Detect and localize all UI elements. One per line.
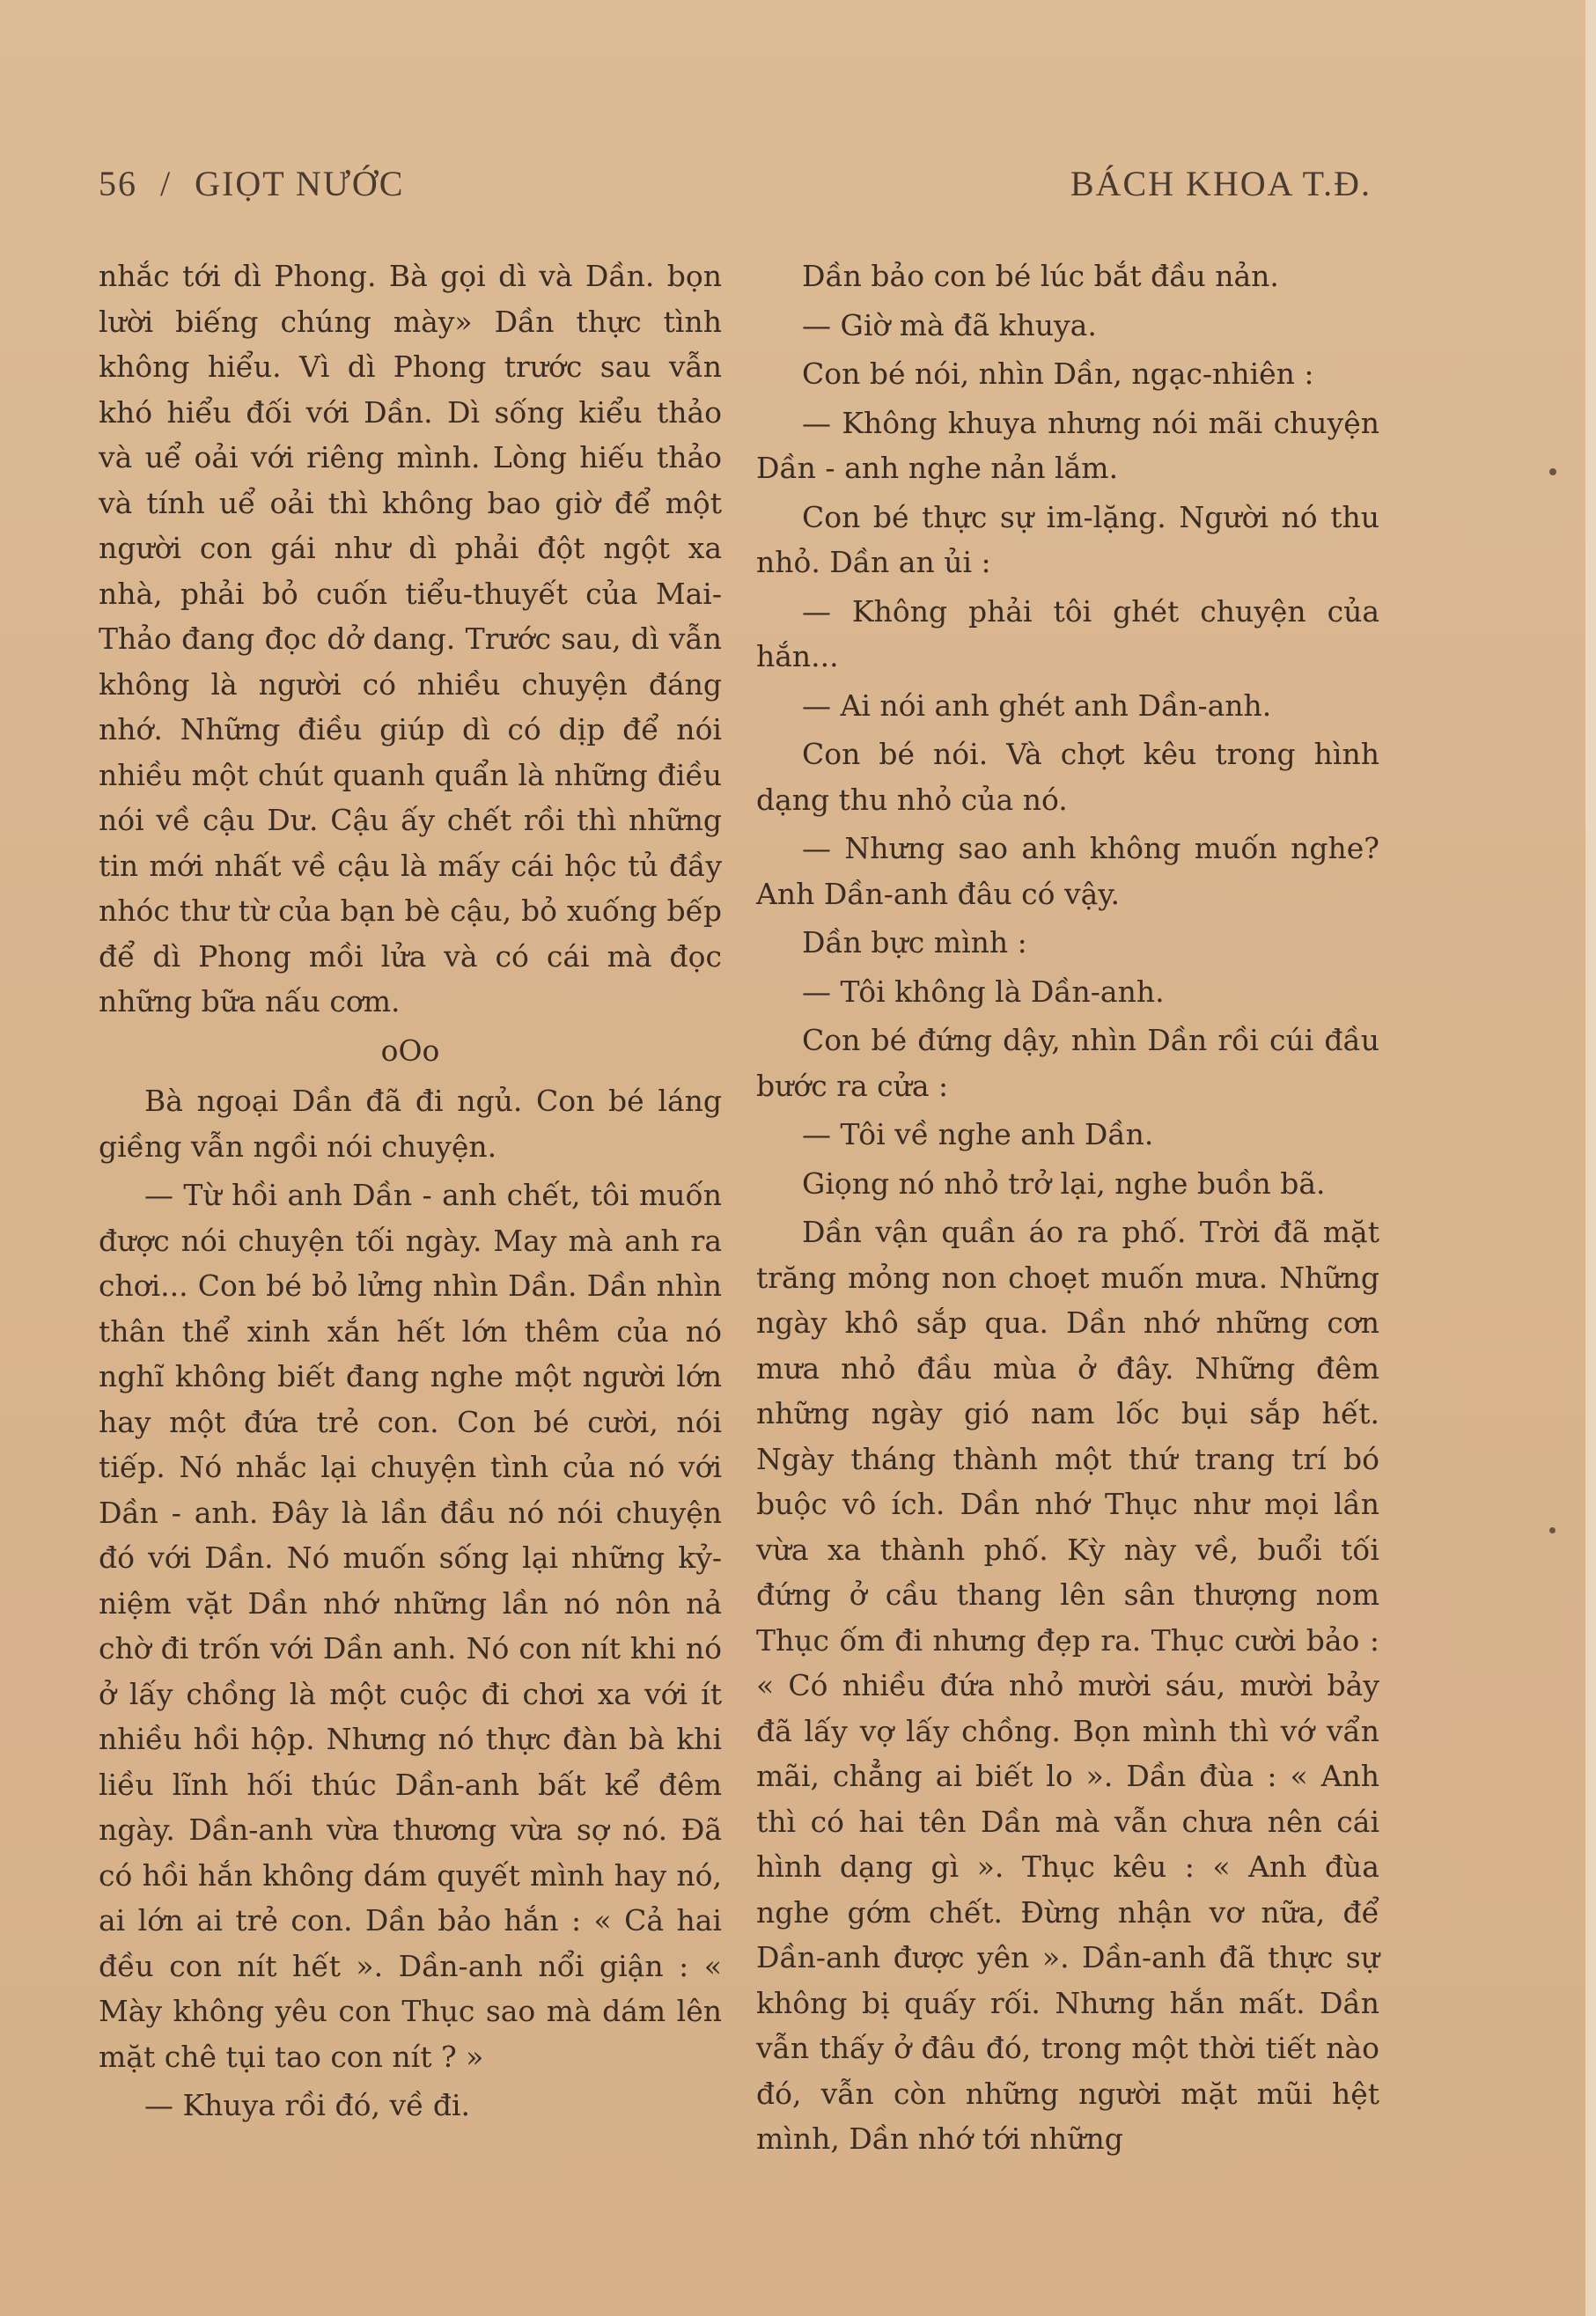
paragraph: Con bé nói, nhìn Dần, ngạc-nhiên : bbox=[802, 357, 1314, 391]
paragraph: Dần bực mình : bbox=[802, 925, 1027, 959]
paragraph: Con bé nói. Và chợt kêu trong hình dạng thu nhỏ của nó. bbox=[756, 737, 1379, 817]
page-header bbox=[99, 157, 1372, 210]
paragraph: Con bé đứng dậy, nhìn Dần rồi cúi đầu bước ra cửa : bbox=[756, 1023, 1379, 1103]
paragraph: — Tôi không là Dần-anh. bbox=[802, 974, 1165, 1009]
right-column bbox=[756, 254, 1379, 2208]
paragraph: — Ai nói anh ghét anh Dần-anh. bbox=[802, 687, 1272, 723]
paragraph: Dần vận quần áo ra phố. Trời đã mặt trăng mỏng non choẹt muốn mưa. Những ngày khô sắp qua. Dần nhớ những cơn mưa nhỏ đầu mùa ở đây. Những đêm những ngày gió nam lốc bụi sắp hết. Ngày tháng thành một thứ trang trí bó buộc vô ích. Dần nhớ Thục như mọi lần vừa xa thành phố. Kỳ này về, buổi tối đứng ở cầu thang lên sân thượng nom Thục ốm đi nhưng đẹp ra. Thục cười bảo : « Có nhiều đứa nhỏ mười sáu, mười bảy đã lấy vợ lấy chồng. Bọn mình thì vớ vẩn mãi, chẳng ai biết lo ». Dần đùa : « Anh thì có hai tên Dần mà vẫn chưa nên cái hình dạng gì ». Thục kêu : « Anh đùa nghe gớm chết. Đừng nhận vơ nữa, để Dần-anh được yên ». Dần-anh đã thực sự không bị quấy rối. Nhưng hắn mất. Dần vẫn thấy ở đâu đó, trong một thời tiết nào đó, vẫn còn những người mặt mũi hệt mình, Dần nhớ tới những bbox=[756, 1215, 1379, 2156]
paragraph: nhắc tới dì Phong. Bà gọi dì và Dần. bọn lười biếng chúng mày» Dần thực tình không hiểu. Vì dì Phong trước sau vẫn khó hiểu đối với Dần. Dì sống kiểu thảo và uể oải với riêng mình. Lòng hiếu thảo và tính uể oải thì không bao giờ để một người con gái như dì phải đột ngột xa nhà, phải bỏ cuốn tiểu-thuyết của Mai-Thảo đang đọc dở dang. Trước sau, dì vẫn không là người có nhiều chuyện đáng nhớ. Những điều giúp dì có dịp để nói nhiều một chút quanh quẩn là những điều nói về cậu Dư. Cậu ấy chết rồi thì những tin mới nhất về cậu là mấy cái hộc tủ đầy nhóc thư từ của bạn bè cậu, bỏ xuống bếp để dì Phong mồi lửa và có cái mà đọc những bữa nấu cơm. bbox=[99, 259, 722, 1018]
header-left bbox=[99, 163, 404, 204]
paragraph: — Tôi về nghe anh Dần. bbox=[802, 1117, 1154, 1151]
header-separator: / bbox=[160, 163, 173, 203]
paragraph: — Không khuya nhưng nói mãi chuyện Dần - anh nghe nản lắm. bbox=[756, 405, 1379, 485]
paragraph: Con bé thực sự im-lặng. Người nó thu nhỏ. Dần an ủi : bbox=[756, 499, 1379, 579]
paragraph: — Nhưng sao anh không muốn nghe? Anh Dần-anh đâu có vậy. bbox=[756, 831, 1379, 911]
paragraph: — Khuya rồi đó, về đi. bbox=[144, 2088, 471, 2122]
section-title: GIỌT NƯỚC bbox=[195, 163, 405, 203]
paragraph: — Giờ mà đã khuya. bbox=[802, 307, 1097, 342]
section-separator: oOo bbox=[380, 1033, 440, 1068]
page-number: 56 bbox=[99, 163, 137, 203]
paragraph: — Không phải tôi ghét chuyện của hắn... bbox=[756, 593, 1379, 673]
left-column bbox=[99, 254, 722, 2208]
paragraph: Bà ngoại Dần đã đi ngủ. Con bé láng giềng vẫn ngồi nói chuyện. bbox=[99, 1084, 722, 1164]
scan-speck bbox=[1549, 468, 1556, 475]
paragraph: — Từ hồi anh Dần - anh chết, tôi muốn được nói chuyện tối ngày. May mà anh ra chơi... Con bé bỏ lửng nhìn Dần. Dần nhìn thân thể xinh xắn hết lớn thêm của nó nghĩ không biết đang nghe một người lớn hay một đứa trẻ con. Con bé cười, nói tiếp. Nó nhắc lại chuyện tình của nó với Dần - anh. Đây là lần đầu nó nói chuyện đó với Dần. Nó muốn sống lại những kỷ-niệm vặt Dần nhớ những lần nó nôn nả chờ đi trốn với Dần anh. Nó con nít khi nó ở lấy chồng là một cuộc đi chơi xa với ít nhiều hồi hộp. Nhưng nó thực đàn bà khi liều lĩnh hối thúc Dần-anh bất kể đêm ngày. Dần-anh vừa thương vừa sợ nó. Đã có hồi hắn không dám quyết mình hay nó, ai lớn ai trẻ con. Dần bảo hắn : « Cả hai đều con nít hết ». Dần-anh nổi giận : « Mày không yêu con Thục sao mà dám lên mặt chê tụi tao con nít ? » bbox=[99, 1178, 722, 2074]
paragraph: Dần bảo con bé lúc bắt đầu nản. bbox=[802, 259, 1279, 293]
paragraph: Giọng nó nhỏ trở lại, nghe buồn bã. bbox=[802, 1165, 1326, 1201]
scan-speck bbox=[1549, 1527, 1556, 1533]
publication-name: BÁCH KHOA T.Đ. bbox=[1070, 163, 1372, 203]
text-columns bbox=[99, 254, 1379, 2208]
